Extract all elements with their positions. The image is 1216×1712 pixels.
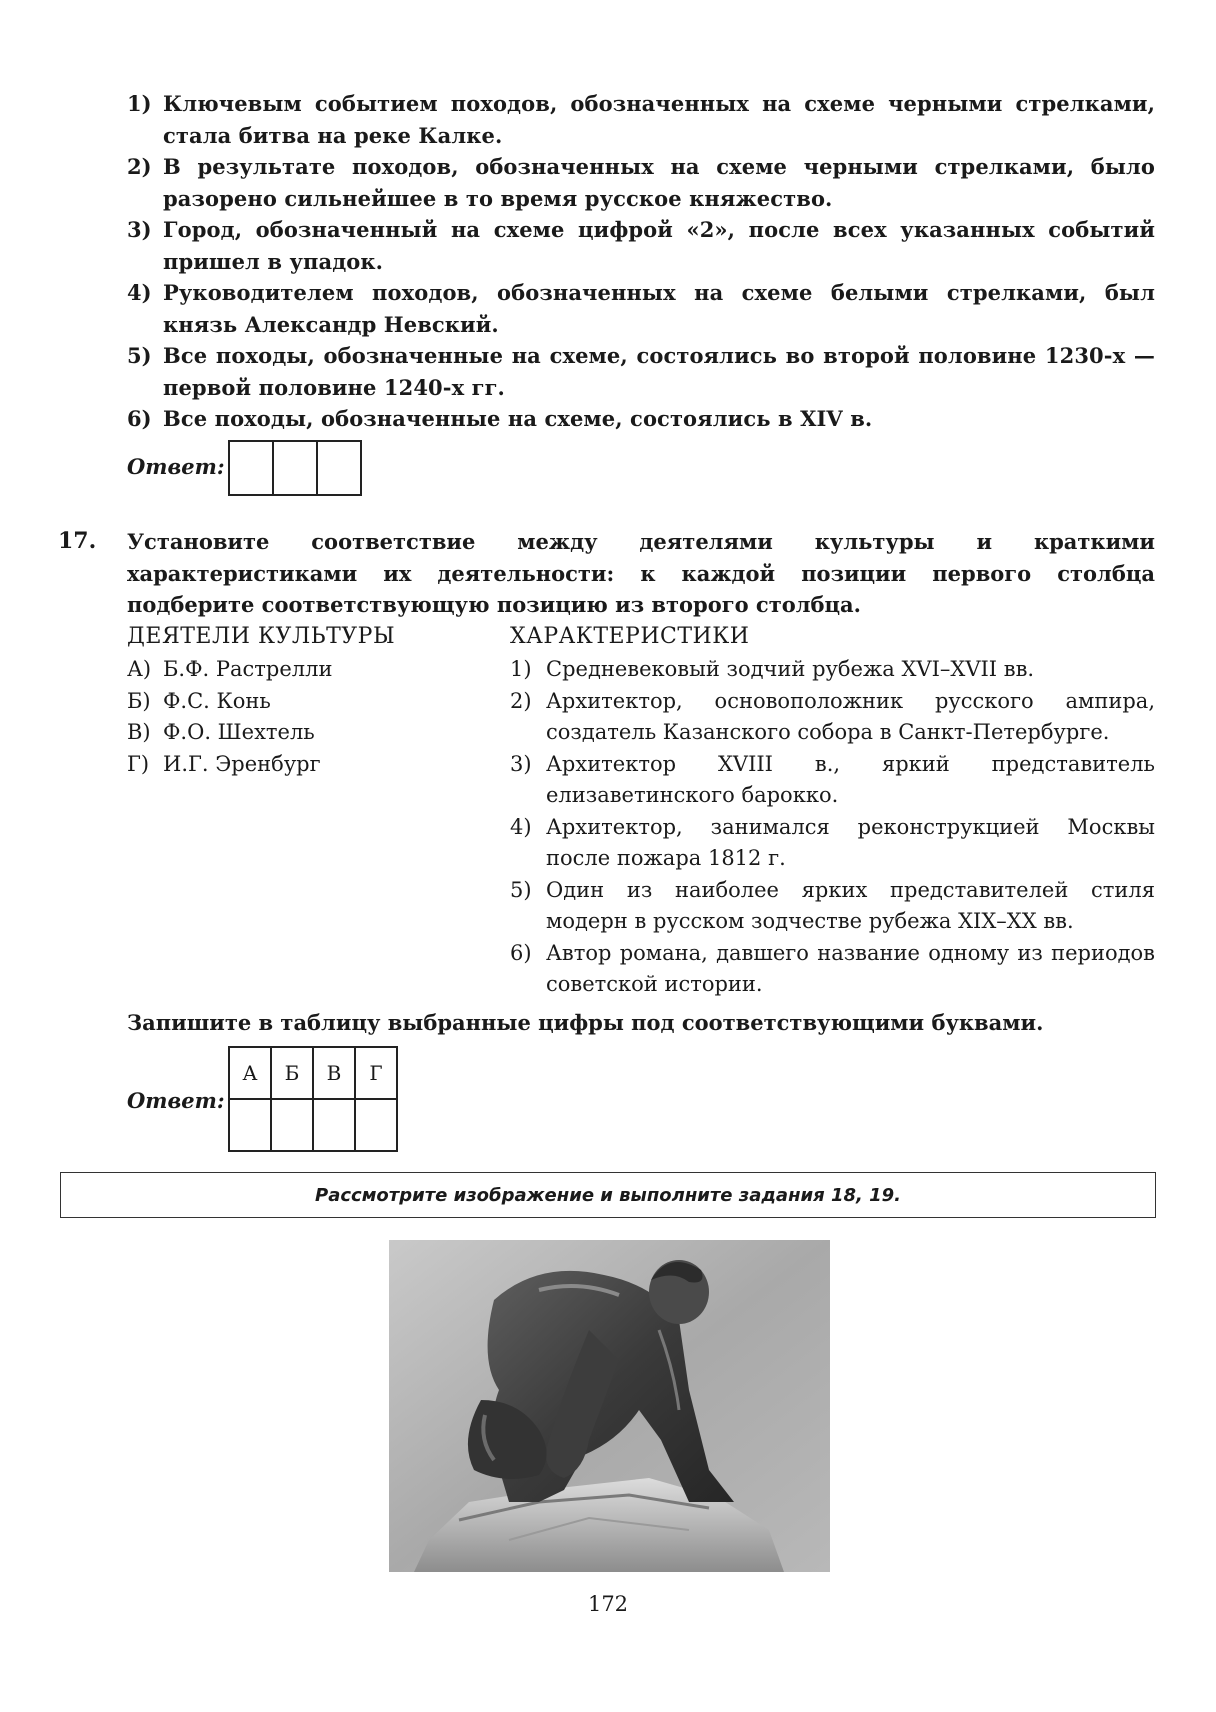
option-text: Город, обозначенный на схеме цифрой «2», после всех указанных событий пришел в упадок. bbox=[163, 217, 1155, 274]
answer-table-cell[interactable] bbox=[313, 1099, 355, 1151]
option-text: Все походы, обозначенные на схеме, состоялись во второй половине 1230-х — первой половине 1240-х гг. bbox=[163, 343, 1155, 400]
characteristic-item bbox=[510, 938, 1155, 1001]
answer-table-letter: В bbox=[313, 1047, 355, 1099]
characteristic-text: Архитектор XVIII в., яркий представитель елизаветинского барокко. bbox=[546, 751, 1155, 807]
option-number: 1) bbox=[127, 91, 152, 116]
characteristic-text: Один из наиболее ярких представителей стиля модерн в русском зодчестве рубежа XIX–XX вв. bbox=[546, 877, 1155, 933]
characteristic-text: Архитектор, занимался реконструкцией Москвы после пожара 1812 г. bbox=[546, 814, 1155, 870]
option-item bbox=[127, 403, 1155, 435]
figure-name: Ф.С. Конь bbox=[163, 688, 271, 713]
answer-label: Ответ: bbox=[127, 1088, 225, 1113]
characteristics-list bbox=[510, 654, 1155, 1001]
characteristic-item bbox=[510, 686, 1155, 749]
characteristic-number: 5) bbox=[510, 877, 532, 902]
figure-item bbox=[127, 654, 487, 686]
answer-table-letter: Б bbox=[271, 1047, 313, 1099]
task-number: 17. bbox=[58, 528, 97, 554]
figure-letter: В) bbox=[127, 720, 151, 744]
write-instruction: Запишите в таблицу выбранные цифры под соответствующими буквами. bbox=[127, 1010, 1044, 1035]
characteristic-number: 4) bbox=[510, 814, 532, 839]
instruction-text: Рассмотрите изображение и выполните задания 18, 19. bbox=[315, 1184, 901, 1206]
answer-table-letter: А bbox=[229, 1047, 271, 1099]
answer-label: Ответ: bbox=[127, 454, 225, 479]
figure-item bbox=[127, 749, 487, 781]
characteristic-number: 1) bbox=[510, 657, 532, 681]
answer-table-letter: Г bbox=[355, 1047, 397, 1099]
option-item bbox=[127, 151, 1155, 214]
instruction-box bbox=[60, 1172, 1156, 1218]
answer-cell[interactable] bbox=[272, 442, 316, 494]
characteristic-text: Средневековый зодчий рубежа XVI–XVII вв. bbox=[546, 657, 1035, 681]
figure-name: Б.Ф. Растрелли bbox=[163, 657, 333, 681]
characteristic-number: 6) bbox=[510, 940, 532, 965]
characteristic-item bbox=[510, 749, 1155, 812]
option-item bbox=[127, 277, 1155, 340]
answer-table bbox=[228, 1046, 398, 1152]
figure-letter: А) bbox=[127, 657, 152, 681]
figure-item bbox=[127, 686, 487, 718]
figure-name: И.Г. Эренбург bbox=[163, 751, 321, 776]
characteristic-number: 2) bbox=[510, 688, 532, 713]
answer-table-cell[interactable] bbox=[355, 1099, 397, 1151]
figure-name: Ф.О. Шехтель bbox=[163, 720, 315, 744]
option-number: 6) bbox=[127, 406, 152, 431]
answer-table-cell[interactable] bbox=[271, 1099, 313, 1151]
sculpture-photo bbox=[389, 1240, 830, 1572]
option-number: 5) bbox=[127, 343, 152, 368]
option-text: В результате походов, обозначенных на схеме черными стрелками, было разорено сильнейшее в то время русское княжество. bbox=[163, 154, 1155, 211]
option-number: 4) bbox=[127, 280, 152, 305]
answer-cell[interactable] bbox=[230, 442, 272, 494]
option-number: 3) bbox=[127, 217, 152, 242]
sculpture-image bbox=[389, 1240, 830, 1572]
figures-heading: ДЕЯТЕЛИ КУЛЬТУРЫ bbox=[127, 624, 396, 649]
options-list bbox=[127, 88, 1155, 435]
option-text: Все походы, обозначенные на схеме, состоялись в XIV в. bbox=[163, 406, 873, 431]
answer-cell[interactable] bbox=[316, 442, 360, 494]
option-item bbox=[127, 340, 1155, 403]
option-text: Ключевым событием походов, обозначенных на схеме черными стрелками, стала битва на реке Калке. bbox=[163, 91, 1155, 148]
option-item bbox=[127, 214, 1155, 277]
figure-item bbox=[127, 717, 487, 749]
characteristic-item bbox=[510, 812, 1155, 875]
option-item bbox=[127, 88, 1155, 151]
task-statement: Установите соответствие между деятелями культуры и краткими характеристиками их деятельности: к каждой позиции первого столбца подберите соответствующую позицию из второго столбца. bbox=[127, 529, 1155, 617]
answer-boxes bbox=[228, 440, 362, 496]
characteristic-item bbox=[510, 875, 1155, 938]
option-text: Руководителем походов, обозначенных на схеме белыми стрелками, был князь Александр Невский. bbox=[163, 280, 1155, 337]
option-number: 2) bbox=[127, 154, 152, 179]
figures-list bbox=[127, 654, 487, 780]
page-number: 172 bbox=[587, 1592, 629, 1616]
figure-letter: Г) bbox=[127, 751, 150, 776]
characteristic-text: Автор романа, давшего название одному из периодов советской истории. bbox=[546, 940, 1155, 996]
answer-table-input-row bbox=[229, 1099, 397, 1151]
characteristic-text: Архитектор, основоположник русского ампира, создатель Казанского собора в Санкт-Петербурге. bbox=[546, 688, 1155, 744]
figure-letter: Б) bbox=[127, 688, 151, 713]
answer-table-cell[interactable] bbox=[229, 1099, 271, 1151]
answer-table-header bbox=[229, 1047, 397, 1099]
characteristic-item bbox=[510, 654, 1155, 686]
characteristic-number: 3) bbox=[510, 751, 532, 776]
characteristics-heading: ХАРАКТЕРИСТИКИ bbox=[510, 624, 750, 649]
